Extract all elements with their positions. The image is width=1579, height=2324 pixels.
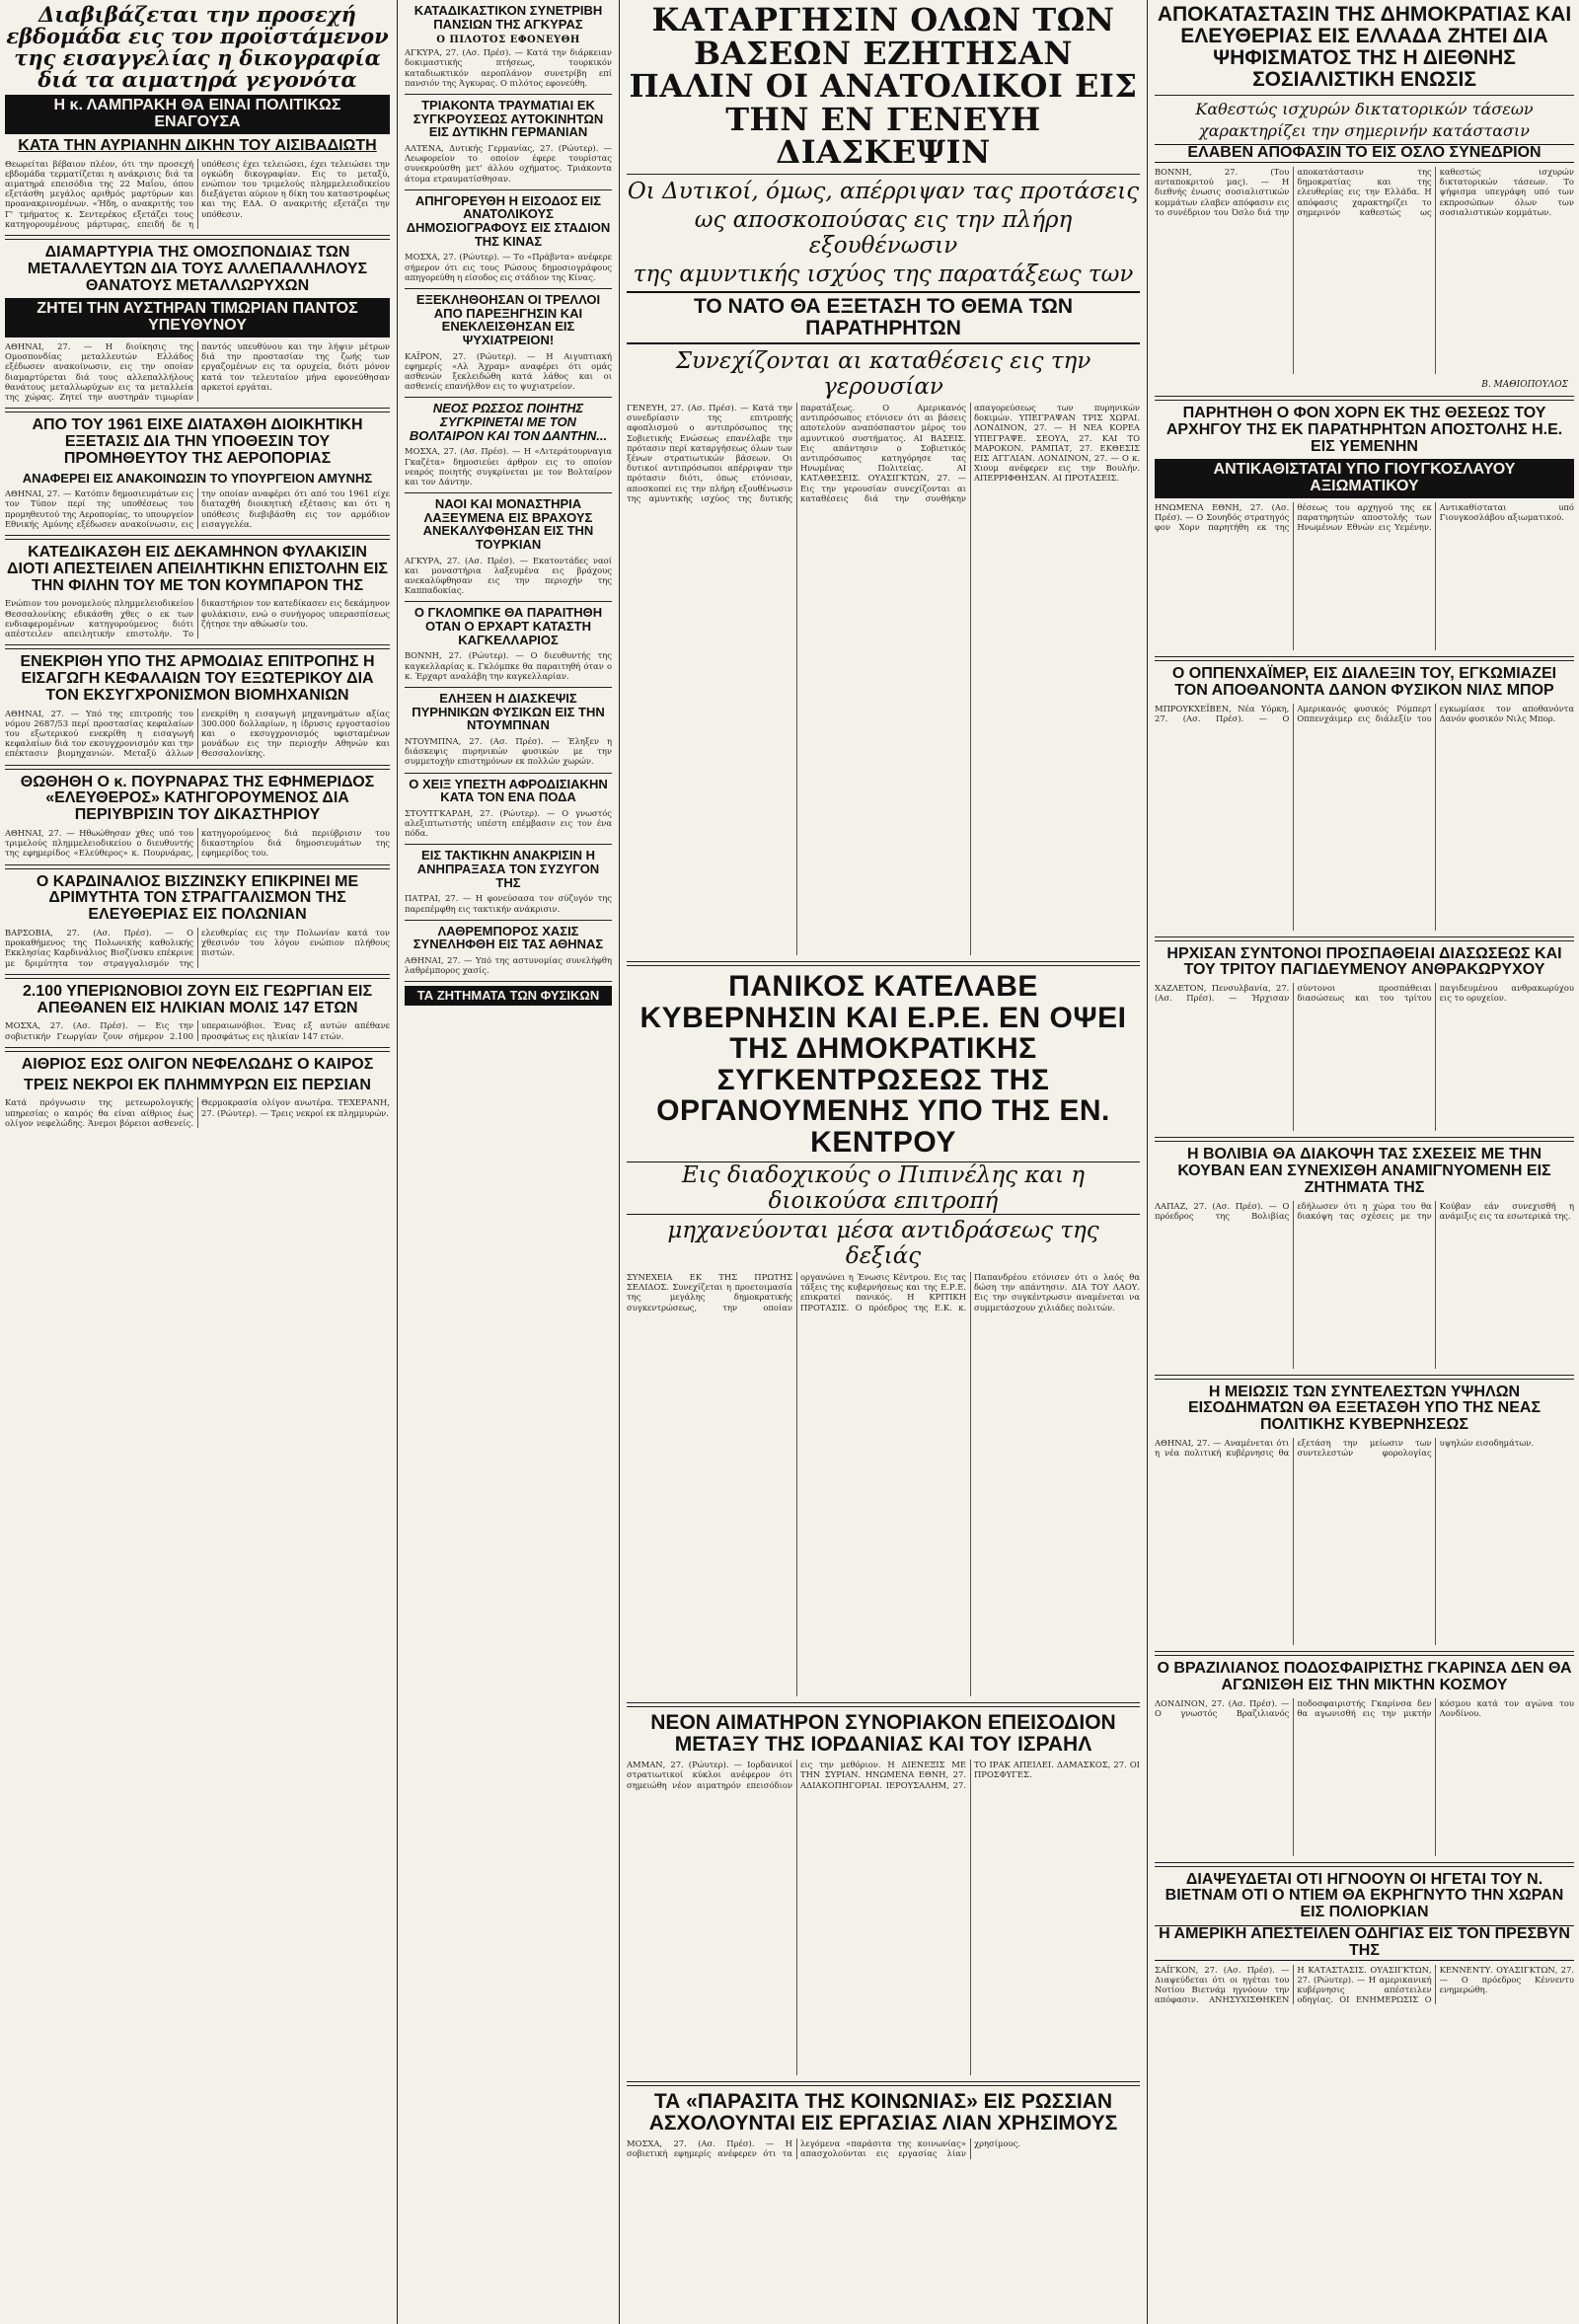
article-body: ΒΟΝΝΗ, 27. (Ρώυτερ). — Ο διευθυντής της καγκελλαρίας κ. Γκλόμπκε θα παραιτηθή όταν ο κ. Έρχαρτ αναλάβη την καγκελλαρίαν.: [405, 650, 612, 681]
headline: 2.100 ΥΠΕΡΙΩΝΟΒΙΟΙ ΖΟΥΝ ΕΙΣ ΓΕΩΡΓΙΑΝ ΕΙΣ ΑΠΕΘΑΝΕΝ ΕΙΣ ΗΛΙΚΙΑΝ ΜΟΛΙΣ 147 ΕΤΩΝ: [22, 982, 373, 1016]
headline: ΔΙΑΨΕΥΔΕΤΑΙ ΟΤΙ ΗΓΝΟΟΥΝ ΟΙ ΗΓΕΤΑΙ ΤΟΥ Ν. ΒΙΕΤΝΑΜ ΟΤΙ Ο ΝΤΙΕΜ ΘΑ ΕΚΡΗΓΝΥΤΟ ΤΗΝ ΧΩΡΑΝ ΕΙΣ ΠΟΛΙΟΡΚΙΑΝ: [1165, 1870, 1564, 1921]
headline-bar: ΤΑ ΖΗΤΗΜΑΤΑ ΤΩΝ ΦΥΣΙΚΩΝ: [405, 986, 612, 1006]
article-body: ΒΑΡΣΟΒΙΑ, 27. (Ασ. Πρέσ). — Ο προκαθήμενος της Πολωνικής καθολικής Εκκλησίας Καρδινάλιος Βισζίνσκυ επέκρινε με δριμύτητα τον στραγγαλισμόν της ελευθερίας εις την Πολωνίαν κατά τον χθεσινόν του λόγον ενώπιον πλήθους πιστών.: [5, 928, 390, 968]
subheadline: Εις διαδοχικούς ο Πιπινέλης και η διοικούσα επιτροπή: [627, 1162, 1140, 1215]
main-headline: ΚΑΤΑΡΓΗΣΙΝ ΟΛΩΝ ΤΩΝ ΒΑΣΕΩΝ ΕΖΗΤΗΣΑΝ ΠΑΛΙΝ ΟΙ ΑΝΑΤΟΛΙΚΟΙ ΕΙΣ ΤΗΝ ΕΝ ΓΕΝΕΥΗ ΔΙΑΣΚΕΨΙΝ: [629, 1, 1138, 172]
article-body: ΧΑΖΛΕΤΟΝ, Πενσυλβανία, 27. (Ασ. Πρέσ). — Ήρχισαν σύντονοι προσπάθειαι διασώσεως και του τρίτου παγιδευμένου ανθρακωρύχου εις το ορυχείον.: [1155, 983, 1574, 1004]
article-body: ΑΘΗΝΑΙ, 27. — Αναμένεται ότι η νέα πολιτική κυβέρνησις θα εξετάση την μείωσιν των συντελεστών φορολογίας υψηλών εισοδημάτων.: [1155, 1437, 1534, 1459]
divider: [1155, 1137, 1574, 1142]
article-body: ΣΥΝΕΧΕΙΑ ΕΚ ΤΗΣ ΠΡΩΤΗΣ ΣΕΛΙΔΟΣ. Συνεχίζεται η προετοιμασία της μεγάλης δημοκρατικής συγκεντρώσεως, την οποίαν οργανώνει η Ένωσις Κέντρου. Εις τας τάξεις της κυβερνήσεως και της Ε.Ρ.Ε. επικρατεί πανικός. Η ΚΡΙΤΙΚΗ ΠΡΟΤΑΣΙΣ. Ο πρόεδρος της Ε.Κ. κ. Παπανδρέου ετόνισεν ότι ο λαός θα δώση την απάντησιν. ΔΙΑ ΤΟΥ ΛΑΟΥ. Εις την συγκέντρωσιν αναμένεται να συμμετάσχουν χιλιάδες πολιτών.: [627, 1272, 1140, 1312]
headline: Ο ΧΕΙΞ ΥΠΕΣΤΗ ΑΦΡΟΔΙΣΙΑΚΗΝ ΚΑΤΑ ΤΟΝ ΕΝΑ ΠΟΔΑ: [409, 776, 608, 805]
divider: [1155, 1375, 1574, 1380]
headline-bar: ΤΟ ΝΑΤΟ ΘΑ ΕΞΕΤΑΣΗ ΤΟ ΘΕΜΑ ΤΩΝ ΠΑΡΑΤΗΡΗΤΩΝ: [627, 291, 1140, 344]
article-body: ΜΟΣΧΑ, 27. (Ασ. Πρέσ). — Η «Λιτεράτουρναγια Γκαζέτα» δημοσιεύει άρθρον εις το οποίον νεαρός ποιητής συγκρίνεται με τον Βολταίρον και τον Δάντην.: [405, 446, 612, 487]
divider: [5, 644, 390, 649]
article-body: Θεωρείται βέβαιον πλέον, ότι την προσεχή εβδομάδα τερματίζεται η ανάκρισις διά τα αιματηρά επεισόδια της 22 Μαΐου, όπου εξετάσθη μεγάλος αριθμός μαρτύρων και προανακρινομένων. «Ήδη, ο ανακριτής του Γ' τμήματος κ. Σεντερέκος εξετάζει τους κατηγορουμένους μάρτυρας, επειδή δε η υπόθεσις έχει τελειώσει, έχει τελειώσει την ογκώδη δικογραφίαν. Εις το μεταξύ, ενώπιον του τριμελούς πλημμελειοδικείου διεξάγεται αύριον η δίκη του καταστροφέως και της ΕΔΑ. Ο ανακριτής εξετάζει την υπόθεσιν.: [5, 158, 390, 229]
subheadline: χαρακτηρίζει την σημερινήν κατάστασιν: [1199, 121, 1530, 141]
subheadline: Οι Δυτικοί, όμως, απέρριψαν τας προτάσεις: [627, 178, 1140, 204]
divider: [405, 773, 612, 774]
divider: [405, 844, 612, 845]
divider: [1155, 396, 1574, 401]
divider: [627, 2081, 1140, 2086]
divider: [405, 920, 612, 921]
subheadline: μηχανεύονται μέσα αντιδράσεως της δεξιάς: [667, 1218, 1099, 1270]
headline: ΗΡΧΙΣΑΝ ΣΥΝΤΟΝΟΙ ΠΡΟΣΠΑΘΕΙΑΙ ΔΙΑΣΩΣΕΩΣ ΚΑΙ ΤΟΥ ΤΡΙΤΟΥ ΠΑΓΙΔΕΥΜΕΝΟΥ ΑΝΘΡΑΚΩΡΥΧΟΥ: [1166, 944, 1562, 979]
headline: ΝΕΟΝ ΑΙΜΑΤΗΡΟΝ ΣΥΝΟΡΙΑΚΟΝ ΕΠΕΙΣΟΔΙΟΝ ΜΕΤΑΞΥ ΤΗΣ ΙΟΡΔΑΝΙΑΣ ΚΑΙ ΤΟΥ ΙΣΡΑΗΛ: [650, 1711, 1116, 1757]
article-body: ΠΑΤΡΑΙ, 27. — Η φονεύσασα τον σύζυγόν της παρεπέμφθη εις τακτικήν ανάκρισιν.: [405, 893, 612, 914]
column-3: [622, 0, 1145, 2324]
divider: [5, 535, 390, 540]
divider: [5, 974, 390, 979]
subheadline: ΤΡΕΙΣ ΝΕΚΡΟΙ ΕΚ ΠΛΗΜΜΥΡΩΝ ΕΙΣ ΠΕΡΣΙΑΝ: [24, 1076, 371, 1093]
divider: [405, 189, 612, 190]
subheadline: Ο ΠΙΛΟΤΟΣ ΕΦΟΝΕΥΘΗ: [436, 35, 580, 46]
headline: ΠΑΡΗΤΗΘΗ Ο ΦΟΝ ΧΟΡΝ ΕΚ ΤΗΣ ΘΕΣΕΩΣ ΤΟΥ ΑΡΧΗΓΟΥ ΤΗΣ ΕΚ ΠΑΡΑΤΗΡΗΤΩΝ ΑΠΟΣΤΟΛΗΣ Η.Ε. ΕΙΣ ΥΕΜΕΝΗΝ: [1165, 404, 1563, 455]
article-body: ΑΘΗΝΑΙ, 27. — Η διοίκησις της Ομοσπονδίας μεταλλευτών Ελλάδος εξέδωσεν ανακοίνωσιν, εις την οποίαν διαμαρτύρεται διά τους αλλεπαλλήλους θανάτους μεταλλωρύχων εις τα μεταλλεία της χώρας. Ζητεί την αυστηράν τιμωρίαν παντός υπευθύνου και την λήψιν μέτρων διά την προστασίαν της ζωής των εργαζομένων εις τα ορυχεία, διότι μόνον κατά τον τελευταίον μήνα εφονεύθησαν αρκετοί εργάται.: [5, 340, 390, 402]
divider: [1155, 656, 1574, 661]
subheadline: ΑΝΑΦΕΡΕΙ ΕΙΣ ΑΝΑΚΟΙΝΩΣΙΝ ΤΟ ΥΠΟΥΡΓΕΙΟΝ ΑΜΥΝΗΣ: [22, 470, 373, 486]
headline: ΝΕΟΣ ΡΩΣΣΟΣ ΠΟΙΗΤΗΣ ΣΥΓΚΡΙΝΕΤΑΙ ΜΕ ΤΟΝ ΒΟΛΤΑΙΡΟΝ ΚΑΙ ΤΟΝ ΔΑΝΤΗΝ...: [409, 401, 608, 443]
headline: Η ΜΕΙΩΣΙΣ ΤΩΝ ΣΥΝΤΕΛΕΣΤΩΝ ΥΨΗΛΩΝ ΕΙΣΟΔΗΜΑΤΩΝ ΘΑ ΕΞΕΤΑΣΘΗ ΥΠΟ ΤΗΣ ΝΕΑΣ ΠΟΛΙΤΙΚΗΣ ΚΥΒΕΡΝΗΣΕΩΣ: [1187, 1383, 1541, 1434]
divider: [5, 864, 390, 869]
article-body: ΜΟΣΧΑ, 27. (Ασ. Πρέσ). — Εις την σοβιετικήν Γεωργίαν ζουν σήμερον 2.100 υπεραιωνόβιοι. Ένας εξ αυτών απέθανε προσφάτως εις ηλικίαν 147 ετών.: [5, 1020, 390, 1041]
article-body: ΑΓΚΥΡΑ, 27. (Ασ. Πρέσ). — Εκατοντάδες ναοί και μοναστήρια λαξευμένα εις βράχους ανεκαλύφθησαν εις την περιοχήν της Καππαδοκίας.: [405, 555, 612, 596]
divider: [627, 961, 1140, 966]
headline: Ο ΚΑΡΔΙΝΑΛΙΟΣ ΒΙΣΖΙΝΣΚΥ ΕΠΙΚΡΙΝΕΙ ΜΕ ΔΡΙΜΥΤΗΤΑ ΤΟΝ ΣΤΡΑΓΓΑΛΙΣΜΟΝ ΤΗΣ ΕΛΕΥΘΕΡΙΑΣ ΕΙΣ ΠΟΛΩΝΙΑΝ: [36, 872, 359, 924]
article-body: ΑΘΗΝΑΙ, 27. — Υπό της αστυνομίας συνελήφθη λαθρέμπορος χασίς.: [405, 955, 612, 976]
headline-bar: Η κ. ΛΑΜΠΡΑΚΗ ΘΑ ΕΙΝΑΙ ΠΟΛΙΤΙΚΩΣ ΕΝΑΓΟΥΣΑ: [5, 95, 390, 134]
headline: ΘΩΘΗΘΗ Ο κ. ΠΟΥΡΝΑΡΑΣ ΤΗΣ ΕΦΗΜΕΡΙΔΟΣ «ΕΛΕΥΘΕΡΟΣ» ΚΑΤΗΓΟΡΟΥΜΕΝΟΣ ΔΙΑ ΠΕΡΙΥΒΡΙΣΙΝ ΤΟΥ ΔΙΚΑΣΤΗΡΙΟΥ: [20, 773, 375, 824]
headline: ΤΑ «ΠΑΡΑΣΙΤΑ ΤΗΣ ΚΟΙΝΩΝΙΑΣ» ΕΙΣ ΡΩΣΣΙΑΝ ΑΣΧΟΛΟΥΝΤΑΙ ΕΙΣ ΕΡΓΑΣΙΑΣ ΛΙΑΝ ΧΡΗΣΙΜΟΥΣ: [648, 2090, 1118, 2136]
article-body: Ενώπιον του μονομελούς πλημμελειοδικείου Θεσσαλονίκης εδικάσθη χθες ο εκ των ενδιαφερομένων κατηγορούμενος διότι απέστειλεν απειλητικήν επιστολήν. Το δικαστήριον τον κατεδίκασεν εις δεκάμηνον φυλάκισιν, ενώ ο συνήγορος υπερασπίσεως ζήτησε την αθώωσίν του.: [5, 598, 390, 639]
divider: [1155, 95, 1574, 96]
subheadline: της αμυντικής ισχύος της παρατάξεως των: [633, 261, 1134, 287]
headline-bar: ΖΗΤΕΙ ΤΗΝ ΑΥΣΤΗΡΑΝ ΤΙΜΩΡΙΑΝ ΠΑΝΤΟΣ ΥΠΕΥΘΥΝΟΥ: [5, 298, 390, 337]
article-body: ΑΓΚΥΡΑ, 27. (Ασ. Πρέσ). — Κατά την διάρκειαν δοκιμαστικής πτήσεως, τουρκικόν καταδιωκτικόν αεροπλάνον συνετρίβη επί πανσιόν της Άγκυρας. Ο πιλότος εφονεύθη.: [405, 47, 612, 88]
headline: ΑΙΘΡΙΟΣ ΕΩΣ ΟΛΙΓΟΝ ΝΕΦΕΛΩΔΗΣ Ο ΚΑΙΡΟΣ: [21, 1055, 374, 1073]
subheadline: ΚΑΤΑ ΤΗΝ ΑΥΡΙΑΝΗΝ ΔΙΚΗΝ ΤΟΥ ΑΙΣΙΒΑΔΙΩΤΗ: [18, 136, 377, 154]
subheadline: Καθεστώς ισχυρών δικτατορικών τάσεων: [1195, 100, 1534, 119]
divider: [1155, 1862, 1574, 1867]
column-rule: [1147, 0, 1148, 2324]
headline: ΛΑΘΡΕΜΠΟΡΟΣ ΧΑΣΙΣ ΣΥΝΕΛΗΦΘΗ ΕΙΣ ΤΑΣ ΑΘΗΝΑΣ: [413, 923, 604, 952]
article-body: ΜΟΣΧΑ, 27. (Ρώυτερ). — Το «Πράβντα» ανέφερε σήμερον ότι εις τους Ρώσους δημοσιογράφους απηγορεύθη η είσοδος εις στάδιον της Κίνας.: [405, 252, 612, 282]
divider: [405, 687, 612, 688]
headline: ΑΠΟΚΑΤΑΣΤΑΣΙΝ ΤΗΣ ΔΗΜΟΚΡΑΤΙΑΣ ΚΑΙ ΕΛΕΥΘΕΡΙΑΣ ΕΙΣ ΕΛΛΑΔΑ ΖΗΤΕΙ ΔΙΑ ΨΗΦΙΣΜΑΤΟΣ ΤΗΣ Η ΔΙΕΘΝΗΣ ΣΟΣΙΑΛΙΣΤΙΚΗ ΕΝΩΣΙΣ: [1157, 3, 1572, 92]
divider: [405, 492, 612, 493]
article-body: ΚΑΪΡΟΝ, 27. (Ρώυτερ). — Η Αιγυπτιακή εφημερίς «Αλ Άχραμ» αναφέρει ότι ομάς ασθενών ξεκλειδώθη κατά λάθος και οι ασθενείς επανήλθον εις το ψυχιατρείον.: [405, 350, 612, 392]
column-1: [0, 0, 395, 2324]
headline-bar: ΕΛΑΒΕΝ ΑΠΟΦΑΣΙΝ ΤΟ ΕΙΣ ΟΣΛΟ ΣΥΝΕΔΡΙΟΝ: [1155, 144, 1574, 163]
headline: ΝΑΟΙ ΚΑΙ ΜΟΝΑΣΤΗΡΙΑ ΛΑΞΕΥΜΕΝΑ ΕΙΣ ΒΡΑΧΟΥΣ ΑΝΕΚΑΛΥΦΘΗΣΑΝ ΕΙΣ ΤΗΝ ΤΟΥΡΚΙΑΝ: [422, 496, 594, 553]
article-body: ΝΤΟΥΜΠΝΑ, 27. (Ασ. Πρέσ). — Έληξεν η διάσκεψις πυρηνικών φυσικών με την συμμετοχήν επιστημόνων εκ πολλών χωρών.: [405, 735, 612, 767]
article-body: ΜΠΡΟΥΚΧΕΪΒΕΝ, Νέα Υόρκη, 27. (Ασ. Πρέσ). — Ο Αμερικανός φυσικός Ρόμπερτ Οππενχάιμερ εις διάλεξίν του εγκωμίασε τον αποθανόντα Δανόν φυσικόν Νιλς Μπορ.: [1155, 703, 1574, 723]
divider: [405, 288, 612, 289]
divider: [405, 397, 612, 398]
article-body: ΑΛΤΕΝΑ, Δυτικής Γερμανίας, 27. (Ρώυτερ). — Λεωφορείον το οποίον έφερε τουρίστας συνεκρούσθη μετ' άλλου οχήματος. Τριάκοντα άτομα ετραυματίσθησαν.: [405, 143, 612, 184]
divider: [1155, 937, 1574, 941]
byline: Β. ΜΑΘΙΟΠΟΥΛΟΣ: [1481, 379, 1568, 390]
headline: ΑΠΟ ΤΟΥ 1961 ΕΙΧΕ ΔΙΑΤΑΧΘΗ ΔΙΟΙΚΗΤΙΚΗ ΕΞΕΤΑΣΙΣ ΔΙΑ ΤΗΝ ΥΠΟΘΕΣΙΝ ΤΟΥ ΠΡΟΜΗΘΕΥΤΟΥ ΤΗΣ ΑΕΡΟΠΟΡΙΑΣ: [32, 416, 363, 467]
divider: [5, 235, 390, 240]
divider: [405, 981, 612, 982]
column-4: [1150, 0, 1579, 2324]
divider: [5, 408, 390, 412]
headline: ΠΑΝΙΚΟΣ ΚΑΤΕΛΑΒΕ ΚΥΒΕΡΝΗΣΙΝ ΚΑΙ Ε.Ρ.Ε. ΕΝ ΟΨΕΙ ΤΗΣ ΔΗΜΟΚΡΑΤΙΚΗΣ ΣΥΓΚΕΝΤΡΩΣΕΩΣ ΤΗΣ ΟΡΓΑΝΟΥΜΕΝΗΣ ΥΠΟ ΤΗΣ ΕΝ. ΚΕΝΤΡΟΥ: [639, 970, 1127, 1159]
column-rule: [397, 0, 398, 2324]
subheadline: Η ΑΜΕΡΙΚΗ ΑΠΕΣΤΕΙΛΕΝ ΟΔΗΓΙΑΣ ΕΙΣ ΤΟΝ ΠΡΕΣΒΥΝ ΤΗΣ: [1155, 1925, 1574, 1961]
headline: ΕΛΗΞΕΝ Η ΔΙΑΣΚΕΨΙΣ ΠΥΡΗΝΙΚΩΝ ΦΥΣΙΚΩΝ ΕΙΣ ΤΗΝ ΝΤΟΥΜΠΝΑΝ: [412, 691, 605, 733]
article-body: ΑΘΗΝΑΙ, 27. — Κατόπιν δημοσιευμάτων εις τον Τύπον περί της υποθέσεως του προμηθευτού της Αεροπορίας, το υπουργείον Εθνικής Αμύνης εξέδωσεν ανακοίνωσιν, εις την οποίαν αναφέρει ότι από του 1961 είχε διαταχθή διοικητική εξέτασις και ότι η υπόθεσις διεβιβάσθη εις τον αρμόδιον εισαγγελέα.: [5, 488, 390, 529]
headline: ΕΙΣ ΤΑΚΤΙΚΗΝ ΑΝΑΚΡΙΣΙΝ Η ΑΝΗΠΡΑΞΑΣΑ ΤΟΝ ΣΥΖΥΓΟΝ ΤΗΣ: [416, 848, 600, 890]
article-body: Κατά πρόγνωσιν της μετεωρολογικής υπηρεσίας ο καιρός θα είναι αίθριος έως ολίγον νεφελώδης. Άνεμοι βόρειοι ασθενείς. Θερμοκρασία ολίγον ανωτέρα. ΤΕΧΕΡΑΝΗ, 27. (Ρώυτερ). — Τρεις νεκροί εκ πλημμυρών.: [5, 1097, 390, 1128]
article-body: ΛΑΠΑΖ, 27. (Ασ. Πρέσ). — Ο πρόεδρος της Βολιβίας εδήλωσεν ότι η χώρα του θα διακόψη τας σχέσεις με την Κούβαν εάν συνεχισθή η ανάμιξις εις τα εσωτερικά της.: [1155, 1200, 1574, 1221]
divider: [627, 1702, 1140, 1707]
headline: Ο ΟΠΠΕΝΧΑΪΜΕΡ, ΕΙΣ ΔΙΑΛΕΞΙΝ ΤΟΥ, ΕΓΚΩΜΙΑΖΕΙ ΤΟΝ ΑΠΟΘΑΝΟΝΤΑ ΔΑΝΟΝ ΦΥΣΙΚΟΝ ΝΙΛΣ ΜΠΟΡ: [1171, 664, 1557, 699]
headline: ΤΡΙΑΚΟΝΤΑ ΤΡΑΥΜΑΤΙΑΙ ΕΚ ΣΥΓΚΡΟΥΣΕΩΣ ΑΥΤΟΚΙΝΗΤΩΝ ΕΙΣ ΔΥΤΙΚΗΝ ΓΕΡΜΑΝΙΑΝ: [413, 98, 604, 140]
headline: ΑΠΗΓΟΡΕΥΘΗ Η ΕΙΣΟΔΟΣ ΕΙΣ ΑΝΑΤΟΛΙΚΟΥΣ ΔΗΜΟΣΙΟΓΡΑΦΟΥΣ ΕΙΣ ΣΤΑΔΙΟΝ ΤΗΣ ΚΙΝΑΣ: [406, 192, 611, 249]
article-body: ΓΕΝΕΥΗ, 27. (Ασ. Πρέσ). — Κατά την συνεδρίασιν της επιτροπής αφοπλισμού ο αντιπρόσωπος της Σοβιετικής Ενώσεως επανέλαβε την πρότασιν περί καταργήσεως όλων των ξένων στρατιωτικών βάσεων. Οι δυτικοί αντιπρόσωποι απέρριψαν την πρότασιν διότι, όπως ετόνισαν, αποσκοπεί εις την πλήρη εξουθένωσιν της αμυντικής ισχύος της δυτικής παρατάξεως. Ο Αμερικανός αντιπρόσωπος ετόνισεν ότι αι βάσεις αποτελούν αναπόσπαστον μέρος του αμυντικού συστήματος. ΑΙ ΒΑΣΕΙΣ. Εις απάντησιν ο Σοβιετικός αντιπρόσωπος κατηγόρησε τας Ηνωμένας Πολιτείας. ΑΙ ΚΑΤΑΘΕΣΕΙΣ. ΟΥΑΣΙΓΚΤΩΝ, 27. — Εις την γερουσίαν συνεχίζονται αι καταθέσεις διά την συνθήκην απαγορεύσεως των πυρηνικών δοκιμών. ΥΠΕΓΡΑΨΑΝ ΤΡΙΣ ΧΩΡΑΙ. ΛΟΝΔΙΝΟΝ, 27. — Η ΝΕΑ ΚΟΡΕΑ ΥΠΕΓΡΑΨΕ. ΣΕΟΥΛ, 27. ΚΑΙ ΤΟ ΜΑΡΟΚΟΝ. ΡΑΜΠΑΤ, 27. ΕΚΘΕΣΙΣ ΕΙΣ ΑΓΓΛΙΑΝ. ΛΟΝΔΙΝΟΝ, 27. — Ο κ. Χιουμ ανέφερεν εις την Βουλήν. ΑΠΕΡΡΙΦΘΗΣΑΝ. ΑΙ ΠΡΟΤΑΣΕΙΣ.: [627, 403, 1140, 503]
headline: Ο ΓΚΛΟΜΠΚΕ ΘΑ ΠΑΡΑΙΤΗΘΗ ΟΤΑΝ Ο ΕΡΧΑΡΤ ΚΑΤΑΣΤΗ ΚΑΓΚΕΛΛΑΡΙΟΣ: [414, 605, 603, 647]
headline: ΚΑΤΕΔΙΚΑΣΘΗ ΕΙΣ ΔΕΚΑΜΗΝΟΝ ΦΥΛΑΚΙΣΙΝ ΔΙΟΤΙ ΑΠΕΣΤΕΙΛΕΝ ΑΠΕΙΛΗΤΙΚΗΝ ΕΠΙΣΤΟΛΗΝ ΕΙΣ ΤΗΝ ΦΙΛΗΝ ΤΟΥ ΜΕ ΤΟΝ ΚΟΥΜΠΑΡΟΝ ΤΗΣ: [7, 544, 388, 594]
subheadline: ως αποσκοπούσας εις την πλήρη εξουθένωσιν: [694, 206, 1073, 259]
divider: [5, 765, 390, 770]
divider: [627, 174, 1140, 175]
article-body: ΑΜΜΑΝ, 27. (Ρώυτερ). — Ιορδανικοί στρατιωτικοί κύκλοι ανέφερον ότι σημειώθη νέον αιματηρόν επεισόδιον εις την μεθόριον. Η ΔΙΕΝΕΞΙΣ ΜΕ ΤΗΝ ΣΥΡΙΑΝ. ΗΝΩΜΕΝΑ ΕΘΝΗ, 27. ΑΔΙΑΚΟΠΗΓΟΡΙΑΙ. ΙΕΡΟΥΣΑΛΗΜ, 27. ΤΟ ΙΡΑΚ ΑΠΕΙΛΕΙ. ΔΑΜΑΣΚΟΣ, 27. ΟΙ ΠΡΟΣΦΥΓΕΣ.: [627, 1760, 1140, 1790]
divider: [405, 601, 612, 602]
subheadline: Συνεχίζονται αι καταθέσεις εις την γερουσίαν: [675, 348, 1091, 401]
headline: Διαβιβάζεται την προσεχή εβδομάδα εις τον προϊστάμενον της εισαγγελίας η δικογραφία διά τα αιματηρά γεγονότα: [6, 2, 389, 93]
headline-bar: ΑΝΤΙΚΑΘΙΣΤΑΤΑΙ ΥΠΟ ΓΙΟΥΓΚΟΣΛΑΥΟΥ ΑΞΙΩΜΑΤΙΚΟΥ: [1155, 459, 1574, 498]
headline: ΕΞΕΚΛΗΘΟΗΣΑΝ ΟΙ ΤΡΕΛΛΟΙ ΑΠΟ ΠΑΡΕΞΗΓΗΣΙΝ ΚΑΙ ΕΝΕΚΛΕΙΣΘΗΣΑΝ ΕΙΣ ΨΥΧΙΑΤΡΕΙΟΝ!: [415, 292, 601, 347]
column-rule: [619, 0, 620, 2324]
headline: ΔΙΑΜΑΡΤΥΡΙΑ ΤΗΣ ΟΜΟΣΠΟΝΔΙΑΣ ΤΩΝ ΜΕΤΑΛΛΕΥΤΩΝ ΔΙΑ ΤΟΥΣ ΑΛΛΕΠΑΛΛΗΛΟΥΣ ΘΑΝΑΤΟΥΣ ΜΕΤΑΛΛΩΡΥΧΩΝ: [27, 244, 368, 294]
article-body: ΑΘΗΝΑΙ, 27. — Ηθωώθησαν χθες υπό του τριμελούς πλημμελειοδικείου ο διευθυντής της εφημερίδος «Ελεύθερος» κ. Πουρνάρας, κατηγορούμενος διά περιύβρισιν του δικαστηρίου διά δημοσιευμάτων της εφημερίδος του.: [5, 828, 390, 859]
article-body: ΣΑΪΓΚΟΝ, 27. (Ασ. Πρέσ). — Διαψεύδεται ότι οι ηγέται του Νοτίου Βιετνάμ ηγνόουν την απόφασιν. ΑΝΗΣΥΧΙΣΘΗΚΕΝ Η ΚΑΤΑΣΤΑΣΙΣ. ΟΥΑΣΙΓΚΤΩΝ, 27. (Ρώυτερ). — Η αμερικανική κυβέρνησις απέστειλεν οδηγίας. ΟΙ ΕΝΗΜΕΡΩΣΙΣ Ο ΚΕΝΝΕΝΤΥ. ΟΥΑΣΙΓΚΤΩΝ, 27. — Ο πρόεδρος Κέννεντυ ενημερώθη.: [1155, 1964, 1574, 2005]
article-body: ΛΟΝΔΙΝΟΝ, 27. (Ασ. Πρέσ). — Ο γνωστός Βραζιλιανός ποδοσφαιριστής Γκαρίνσα δεν θα αγωνισθή εις την μικτήν κόσμου κατά τον αγώνα του Λονδίνου.: [1155, 1697, 1574, 1718]
headline: Ο ΒΡΑΖΙΛΙΑΝΟΣ ΠΟΔΟΣΦΑΙΡΙΣΤΗΣ ΓΚΑΡΙΝΣΑ ΔΕΝ ΘΑ ΑΓΩΝΙΣΘΗ ΕΙΣ ΤΗΝ ΜΙΚΤΗΝ ΚΟΣΜΟΥ: [1157, 1659, 1572, 1693]
column-2: [400, 0, 617, 2324]
headline: ΕΝΕΚΡΙΘΗ ΥΠΟ ΤΗΣ ΑΡΜΟΔΙΑΣ ΕΠΙΤΡΟΠΗΣ Η ΕΙΣΑΓΩΓΗ ΚΕΦΑΛΑΙΩΝ ΤΟΥ ΕΞΩΤΕΡΙΚΟΥ ΔΙΑ ΤΟΝ ΕΚΣΥΓΧΡΟΝΙΣΜΟΝ ΒΙΟΜΗΧΑΝΙΩΝ: [20, 653, 375, 704]
article-body: ΜΟΣΧΑ, 27. (Ασ. Πρέσ). — Η σοβιετική εφημερίς ανέφερεν ότι τα λεγόμενα «παράσιτα της κοινωνίας» απασχολούνται εις εργασίας λίαν χρησίμους.: [627, 2138, 1020, 2159]
article-body: ΒΟΝΝΗ, 27. (Του ανταποκριτού μας). — Η διεθνής ένωσις σοσιαλιστικών κομμάτων ελαβεν απόφασιν εις το συνέδριον του Όσλο διά την αποκατάστασιν της δημοκρατίας και της ελευθερίας εις την Ελλάδα. Η απόφασις χαρακτηρίζει το σημερινόν καθεστώς ως καθεστώς ισχυρών δικτατορικών τάσεων. Το ψήφισμα υπεγράφη υπό των εκπροσώπων όλων των σοσιαλιστικών κομμάτων.: [1155, 166, 1574, 217]
article-body: ΣΤΟΥΤΓΚΑΡΔΗ, 27. (Ρώυτερ). — Ο γνωστός αλεξιπτωτιστής υπέστη επέμβασιν εις τον ένα πόδα.: [405, 807, 612, 839]
divider: [5, 1047, 390, 1052]
headline: ΚΑΤΑΔΙΚΑΣΤΙΚΟΝ ΣΥΝΕΤΡΙΒΗ ΠΑΝΣΙΩΝ ΤΗΣ ΑΓΚΥΡΑΣ: [414, 3, 603, 32]
article-body: ΗΝΩΜΕΝΑ ΕΘΝΗ, 27. (Ασ. Πρέσ). — Ο Σουηδός στρατηγός φον Χορν παρητήθη εκ της θέσεως του αρχηγού της εκ παρατηρητών αποστολής των Ηνωμένων Εθνών εις Υεμένην. Αντικαθίσταται υπό Γιουγκοσλάβου αξιωματικού.: [1155, 501, 1574, 533]
article-body: ΑΘΗΝΑΙ, 27. — Υπό της επιτροπής του νόμου 2687/53 περί προστασίας κεφαλαίων του εξωτερικού ενεκρίθη η εισαγωγή κεφαλαίων διά τον εκσυγχρονισμόν και την επέκτασιν βιομηχανιών. Μεταξύ άλλων ενεκρίθη η εισαγωγή μηχανημάτων αξίας 300.000 δολλαρίων, η ίδρυσις εργοστασίου και ο εκσυγχρονισμός υφισταμένων μονάδων εις την περιοχήν Αθηνών και Θεσσαλονίκης.: [5, 708, 390, 759]
divider: [405, 94, 612, 95]
headline: Η ΒΟΛΙΒΙΑ ΘΑ ΔΙΑΚΟΨΗ ΤΑΣ ΣΧΕΣΕΙΣ ΜΕ ΤΗΝ ΚΟΥΒΑΝ ΕΑΝ ΣΥΝΕΧΙΣΘΗ ΑΝΑΜΙΓΝΥΟΜΕΝΗ ΕΙΣ ΖΗΤΗΜΑΤΑ ΤΗΣ: [1177, 1146, 1551, 1196]
divider: [1155, 1651, 1574, 1656]
